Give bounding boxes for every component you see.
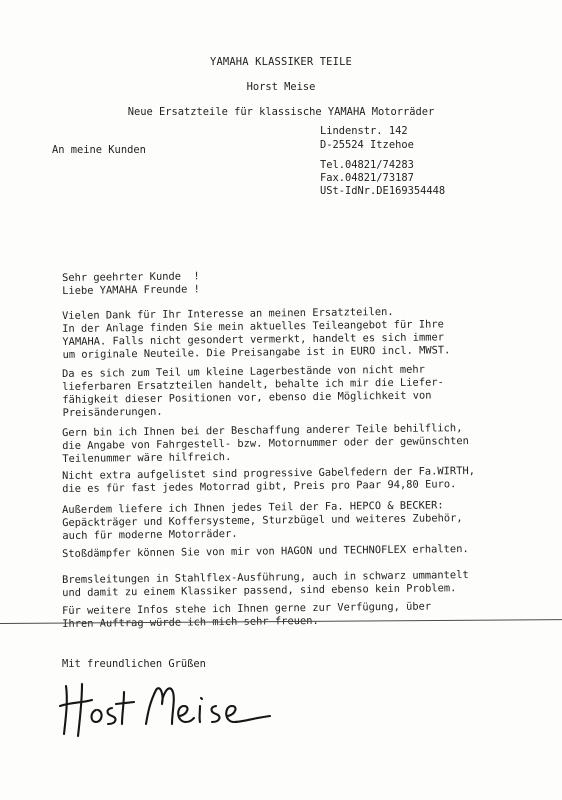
handwritten-signature-icon (58, 672, 278, 742)
fax-number: Fax.04821/73187 (320, 172, 414, 184)
paragraph-hepco-becker (62, 498, 532, 543)
paragraph-line: Gern bin ich Ihnen bei der Beschaffung anderer Teile behilflich, (62, 422, 463, 439)
paragraph-line: Stoßdämpfer können Sie von mir von HAGON und TECHNOFLEX erhalten. (62, 543, 469, 560)
recipient-line: An meine Kunden (52, 144, 146, 156)
paragraph-shocks (62, 542, 532, 561)
paragraph-line: lieferbaren Ersatzteilen handelt, behalte ich mir die Liefer- (62, 376, 444, 393)
paragraph-brake-lines (62, 568, 532, 600)
vat-id: USt-IdNr.DE169354448 (320, 185, 446, 197)
paragraph-intro (62, 304, 533, 362)
salutation (62, 266, 532, 298)
paragraph-fork-springs (62, 464, 532, 496)
paragraph-closing (62, 599, 532, 631)
owner-name: Horst Meise (246, 81, 316, 93)
closing-greeting: Mit freundlichen Grüßen (62, 658, 206, 670)
paragraph-line: Für weitere Infos stehe ich Ihnen gerne zur Verfügung, über (62, 600, 432, 617)
paragraph-line: Ihren Auftrag würde ich mich sehr freuen. (62, 614, 319, 630)
paragraph-line: Außerdem liefere ich Ihnen jedes Teil der Fa. HEPCO & BECKER: (62, 499, 444, 516)
paragraph-line: um originale Neuteile. Die Preisangabe ist in EURO incl. MWST. (62, 344, 451, 361)
salutation-line-1: Sehr geehrter Kunde ! (62, 270, 200, 284)
address-city: D-25524 Itzehoe (320, 139, 414, 151)
paragraph-line: Vielen Dank für Ihr Interesse an meinen Ersatzteilen. (62, 305, 394, 322)
paragraph-line: die es für fast jedes Motorrad gibt, Preis pro Paar 94,80 Euro. (62, 478, 457, 495)
address-street: Lindenstr. 142 (320, 125, 408, 137)
paragraph-line: YAMAHA. Falls nicht gesondert vermerkt, handelt es sich immer (62, 331, 445, 348)
paragraph-line: Nicht extra aufgelistet sind progressive Gabelfedern der Fa.WIRTH, (62, 464, 476, 482)
paragraph-line: fähigkeit dieser Positionen vor, ebenso die Möglichkeit von (62, 389, 432, 406)
tagline: Neue Ersatzteile für klassische YAMAHA Motorräder (127, 106, 435, 118)
paragraph-line: Preisänderungen. (62, 405, 163, 419)
phone-number: Tel.04821/74283 (320, 159, 414, 171)
paragraph-line: Da es sich zum Teil um kleine Lagerbestände von nicht mehr (62, 363, 425, 380)
company-name: YAMAHA KLASSIKER TEILE (209, 56, 353, 68)
paragraph-line: und damit zu einem Klassiker passend, sind ebenso kein Problem. (62, 582, 457, 599)
paragraph-line: auch für moderne Motorräder. (62, 527, 238, 542)
paragraph-stock (62, 362, 533, 420)
paragraph-line: Teilenummer wäre hilfreich. (62, 450, 232, 465)
paragraph-line: Gepäckträger und Koffersysteme, Sturzbügel und weiteres Zubehör, (62, 512, 463, 529)
paragraph-procurement (62, 421, 532, 466)
paragraph-line: In der Anlage finden Sie mein aktuelles Teileangebot für Ihre (62, 318, 444, 335)
paragraph-line: Bremsleitungen in Stahlflex-Ausführung, auch in schwarz ummantelt (62, 569, 469, 586)
paragraph-line: die Angabe von Fahrgestell- bzw. Motornummer oder der gewünschten (62, 435, 469, 452)
salutation-line-2: Liebe YAMAHA Freunde ! (62, 283, 200, 297)
